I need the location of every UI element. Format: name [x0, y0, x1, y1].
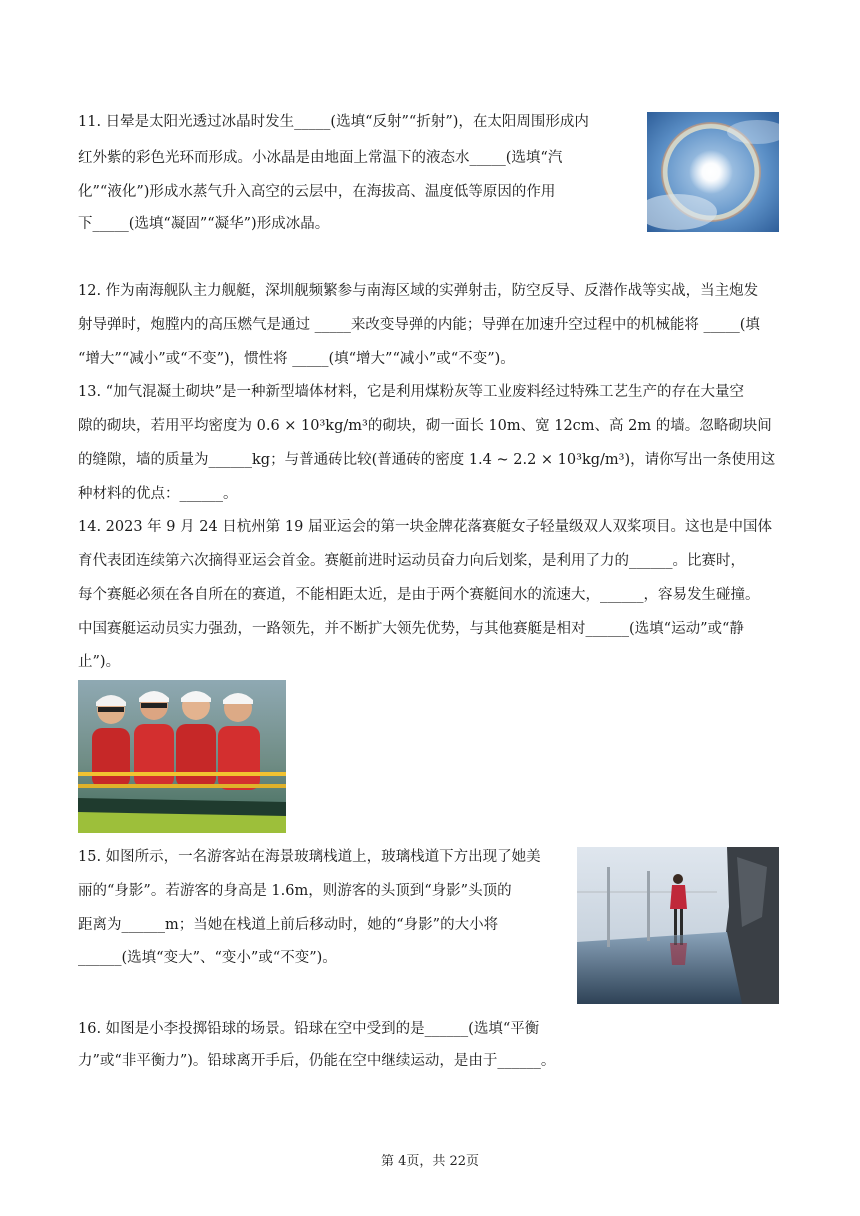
q13-line: 种材料的优点：______。 [78, 486, 238, 502]
q13-line: 隙的砌块，若用平均密度为 0.6 × 10³kg/m³的砌块，砌一面长 10m、宽 12cm、高 2m 的墙。忽略砌块间 [78, 418, 772, 434]
q12-line: 射导弹时，炮膛内的高压燃气是通过 _____来改变导弹的内能；导弹在加速升空过程中的机械能将 _____(填 [78, 317, 760, 333]
q14-line: 每个赛艇必须在各自所在的赛道，不能相距太近，是由于两个赛艇间水的流速大，______，容易发生碰撞。 [78, 587, 760, 603]
q13-line: 的缝隙，墙的质量为______kg；与普通砖比较(普通砖的密度 1.4 ~ 2.2 × 10³kg/m³)，请你写出一条使用这 [78, 452, 776, 468]
q12-line: “增大”“减小”或“不变”)，惯性将 _____(填“增大”“减小”或“不变”)。 [78, 351, 515, 367]
q16-line: 力”或“非平衡力”)。铅球离开手后，仍能在空中继续运动，是由于______。 [78, 1053, 556, 1069]
q15-line: 15. 如图所示，一名游客站在海景玻璃栈道上，玻璃栈道下方出现了她美 [78, 849, 541, 865]
q16-line: 16. 如图是小李投掷铅球的场景。铅球在空中受到的是______(选填“平衡 [78, 1021, 540, 1037]
sun-halo-image [647, 112, 779, 232]
q13-line: 13. “加气混凝土砌块”是一种新型墙体材料，它是利用煤粉灰等工业废料经过特殊工艺生产的存在大量空 [78, 384, 744, 400]
glass-walkway-image [577, 847, 779, 1004]
q11-line: 化”“液化”)形成水蒸气升入高空的云层中，在海拔高、温度低等原因的作用 [78, 184, 556, 200]
q11-line: 11. 日晕是太阳光透过冰晶时发生_____(选填“反射”“折射”)，在太阳周围形成内 [78, 114, 589, 130]
q14-line: 中国赛艇运动员实力强劲，一路领先，并不断扩大领先优势，与其他赛艇是相对______(选填“运动”或“静 [78, 621, 744, 637]
q15-line: ______(选填“变大”、“变小”或“不变”)。 [78, 950, 337, 966]
q11-line: 下_____(选填“凝固”“凝华”)形成冰晶。 [78, 216, 330, 232]
q11-line: 红外紫的彩色光环而形成。小冰晶是由地面上常温下的液态水_____(选填“汽 [78, 150, 563, 166]
q15-line: 距离为______m；当她在栈道上前后移动时，她的“身影”的大小将 [78, 917, 499, 933]
q14-line: 止”)。 [78, 654, 121, 670]
q15-line: 丽的“身影”。若游客的身高是 1.6m，则游客的头顶到“身影”头顶的 [78, 883, 512, 899]
q12-line: 12. 作为南海舰队主力舰艇，深圳舰频繁参与南海区域的实弹射击，防空反导、反潜作战等实战，当主炮发 [78, 283, 759, 299]
q14-line: 14. 2023 年 9 月 24 日杭州第 19 届亚运会的第一块金牌花落赛艇女子轻量级双人双桨项目。这也是中国体 [78, 519, 772, 535]
q14-line: 育代表团连续第六次摘得亚运会首金。赛艇前进时运动员奋力向后划桨，是利用了力的______。比赛时， [78, 553, 745, 569]
rowing-team-image [78, 680, 286, 833]
page-number: 第 4页，共 22页 [380, 1154, 480, 1169]
